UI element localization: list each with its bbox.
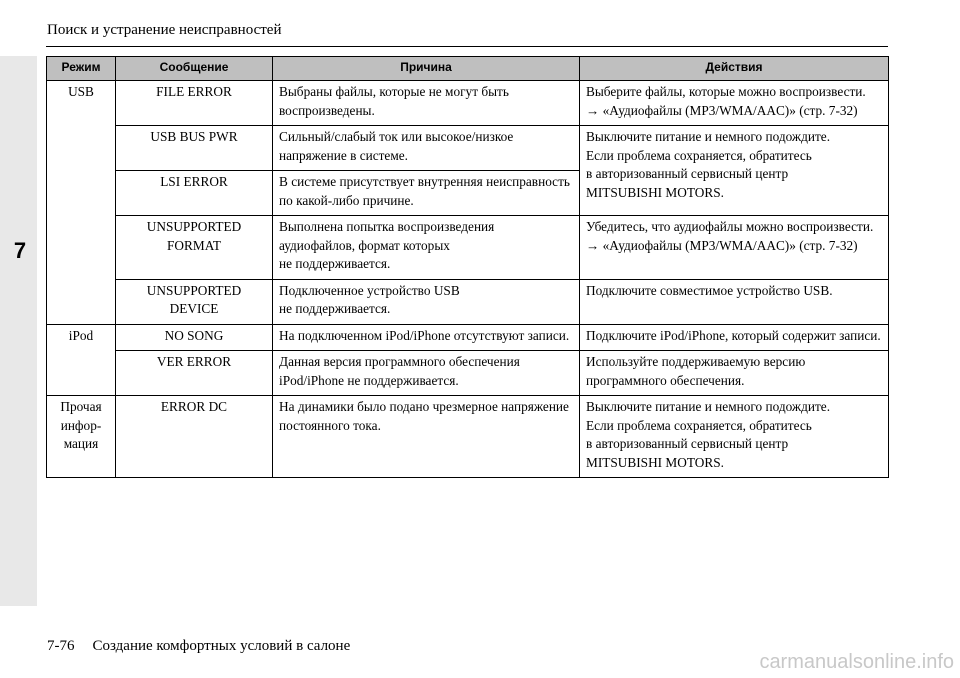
table-row [47, 216, 889, 280]
action-cell: Используйте поддерживаемую версию программного обеспечения. [580, 351, 889, 396]
page-number: 7-76 [47, 638, 75, 654]
table-row [47, 324, 889, 351]
message-cell: VER ERROR [116, 351, 273, 396]
table-row [47, 396, 889, 478]
cause-cell: В системе присутствует внутренняя неисправность по какой-либо причине. [273, 171, 580, 216]
cause-cell: Выполнена попытка воспроизведения аудиофайлов, формат которых не поддерживается. [273, 216, 580, 280]
message-cell: LSI ERROR [116, 171, 273, 216]
chapter-side-tab [0, 56, 37, 606]
mode-cell: USB [47, 81, 116, 325]
table-header-row [47, 57, 889, 81]
table-row [47, 351, 889, 396]
page-header-title: Поиск и устранение неисправностей [47, 22, 282, 38]
cause-cell: Выбраны файлы, которые не могут быть воспроизведены. [273, 81, 580, 126]
message-cell: ERROR DC [116, 396, 273, 478]
watermark: carmanualsonline.info [759, 651, 954, 673]
table-row [47, 81, 889, 126]
table-row [47, 126, 889, 171]
column-header-cause: Причина [273, 57, 580, 81]
column-header-mode: Режим [47, 57, 116, 81]
action-cell: Выключите питание и немного подождите. Если проблема сохраняется, обратитесь в авторизованный сервисный центр MITSUBISHI MOTORS. [580, 126, 889, 216]
cause-cell: Сильный/слабый ток или высокое/низкое напряжение в системе. [273, 126, 580, 171]
mode-cell: iPod [47, 324, 116, 396]
page-footer [47, 638, 350, 655]
column-header-message: Сообщение [116, 57, 273, 81]
action-cell: Выключите питание и немного подождите. Если проблема сохраняется, обратитесь в авторизованный сервисный центр MITSUBISHI MOTORS. [580, 396, 889, 478]
message-cell: UNSUPPORTED FORMAT [116, 216, 273, 280]
action-cell: Убедитесь, что аудиофайлы можно воспроизвести. → «Аудиофайлы (MP3/WMA/AAC)» (стр. 7-32) [580, 216, 889, 280]
cause-cell: На подключенном iPod/iPhone отсутствуют записи. [273, 324, 580, 351]
cause-cell: На динамики было подано чрезмерное напряжение постоянного тока. [273, 396, 580, 478]
message-cell: UNSUPPORTED DEVICE [116, 279, 273, 324]
mode-cell: Прочая инфор- мация [47, 396, 116, 478]
message-cell: USB BUS PWR [116, 126, 273, 171]
message-cell: NO SONG [116, 324, 273, 351]
table-row [47, 279, 889, 324]
column-header-action: Действия [580, 57, 889, 81]
action-cell: Подключите iPod/iPhone, который содержит записи. [580, 324, 889, 351]
cause-cell: Данная версия программного обеспечения iPod/iPhone не поддерживается. [273, 351, 580, 396]
message-cell: FILE ERROR [116, 81, 273, 126]
header-divider [46, 46, 888, 47]
error-messages-table [46, 56, 889, 478]
action-cell: Подключите совместимое устройство USB. [580, 279, 889, 324]
footer-section-title: Создание комфортных условий в салоне [92, 638, 351, 654]
action-cell: Выберите файлы, которые можно воспроизвести. → «Аудиофайлы (MP3/WMA/AAC)» (стр. 7-32) [580, 81, 889, 126]
chapter-number: 7 [13, 238, 27, 263]
cause-cell: Подключенное устройство USB не поддерживается. [273, 279, 580, 324]
